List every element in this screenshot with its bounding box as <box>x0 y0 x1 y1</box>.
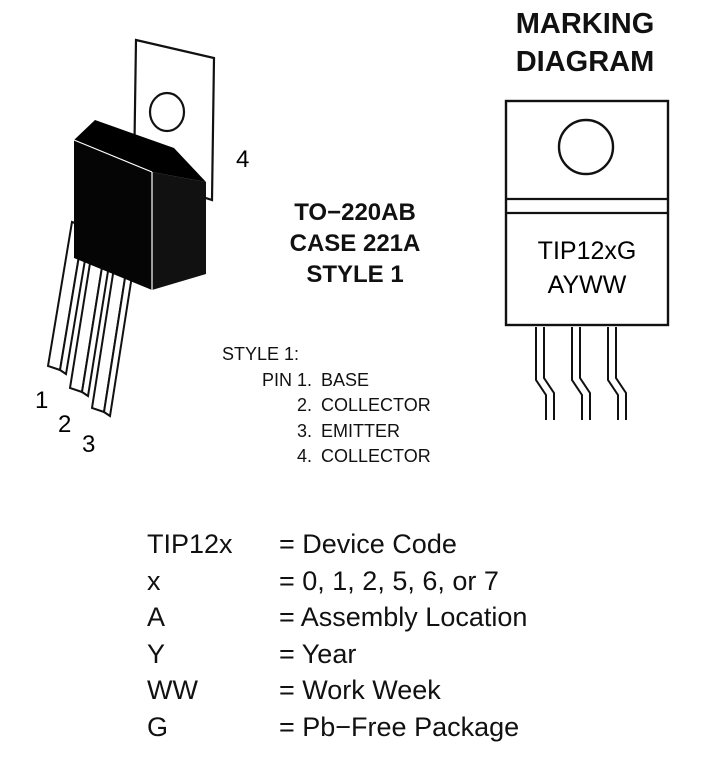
legend-row <box>147 599 667 636</box>
pinout-row <box>222 393 462 419</box>
legend-symbol: x <box>147 565 161 596</box>
pin-label-2: 2 <box>58 411 72 438</box>
to220-package-drawing <box>0 0 260 470</box>
package-title-line-2: CASE 221A <box>289 230 421 257</box>
legend-definition: = Device Code <box>279 529 457 559</box>
tab-hole <box>559 120 613 174</box>
legend-definition: = Pb−Free Package <box>279 711 520 742</box>
legend-row <box>147 563 667 600</box>
legend-symbol: WW <box>147 675 198 705</box>
legend-definition: = Assembly Location <box>279 602 528 632</box>
style-header: STYLE 1: <box>222 344 300 364</box>
pinout-row <box>222 419 462 445</box>
pin-function: COLLECTOR <box>321 395 431 415</box>
legend-symbol: G <box>147 711 169 742</box>
marking-title-line-2: DIAGRAM <box>515 46 655 78</box>
tab-pin-label: 4 <box>236 146 250 173</box>
marking-leads <box>536 327 626 420</box>
legend-symbol: A <box>147 602 166 632</box>
legend-row <box>147 709 667 746</box>
marking-legend <box>147 526 667 745</box>
legend-definition: = Year <box>279 638 357 669</box>
style-pinout <box>222 342 462 470</box>
package-title-line-1: TO−220AB <box>294 199 416 226</box>
pin-number: 3. <box>296 420 312 441</box>
pin-label-3: 3 <box>82 431 96 458</box>
pinout-row <box>222 444 462 470</box>
pin-number: 4. <box>296 446 312 466</box>
legend-definition: = 0, 1, 2, 5, 6, or 7 <box>279 565 499 596</box>
package-title <box>255 197 455 290</box>
pin-function: COLLECTOR <box>321 446 431 466</box>
style-header-row <box>222 342 462 368</box>
pin-function: BASE <box>321 369 370 390</box>
pin-label-1: 1 <box>35 387 49 414</box>
legend-definition: = Work Week <box>279 675 441 705</box>
legend-row <box>147 526 667 563</box>
marking-code-line-2: AYWW <box>547 271 627 299</box>
pin-function: EMITTER <box>321 420 400 441</box>
legend-symbol: Y <box>147 638 166 669</box>
pin-number: 2. <box>296 395 312 415</box>
mounting-hole <box>150 93 184 131</box>
legend-row <box>147 636 667 673</box>
marking-diagram <box>490 95 690 430</box>
pin-number: PIN 1. <box>261 369 312 390</box>
marking-code-line-1: TIP12xG <box>537 237 637 265</box>
legend-symbol: TIP12x <box>147 529 233 559</box>
package-title-line-3: STYLE 1 <box>306 261 404 288</box>
legend-row <box>147 672 667 709</box>
marking-diagram-title <box>480 5 690 81</box>
marking-title-line-1: MARKING <box>515 8 655 40</box>
pinout-row <box>222 368 462 394</box>
